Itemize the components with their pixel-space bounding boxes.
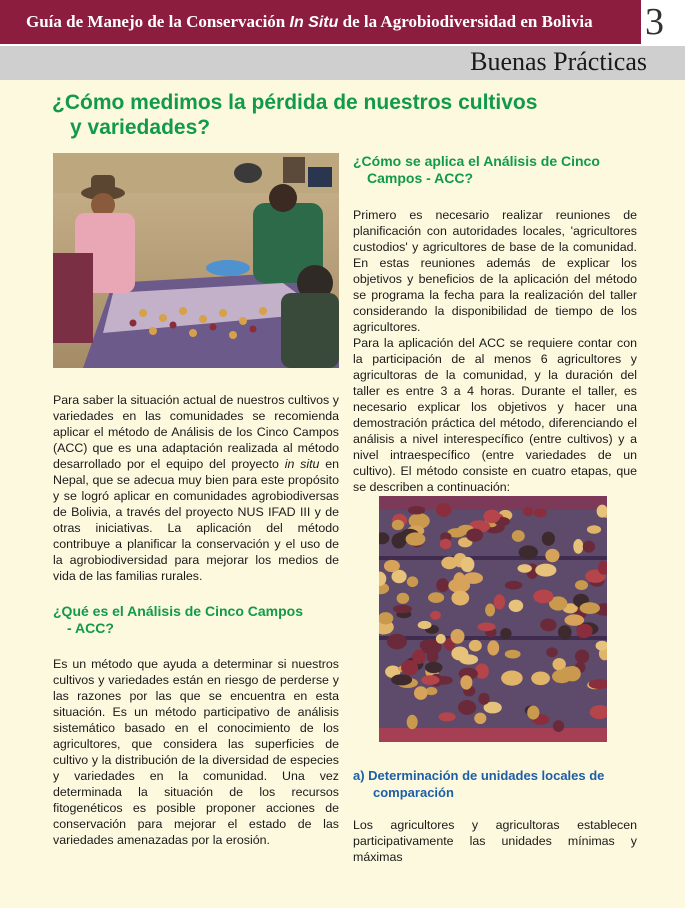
workshop-text: Para la aplicación del ACC se requiere contar con la participación de al menos 6 agricultores y agricultoras de la comunidad, y la duración del taller es entre 3 a 4 horas. Durante el taller, es necesario explicar los objetivos y hacer una demostración práctica del método, diferenciando el análisis a nivel interespecífico (entre cultivos) y a nivel intraespecífico (entre variedades de un cultivo). El método consiste en cuatro etapas, que se describen a continuación: [353, 336, 637, 494]
step-a-heading [353, 767, 653, 801]
units-text: Los agricultores y agricultoras establecen participativamente las unidades mínimas y máximas [353, 818, 637, 864]
page-title [52, 90, 652, 140]
what-is-acc-heading [53, 603, 343, 637]
planning-paragraph [353, 207, 637, 335]
page-number-box [641, 0, 685, 44]
guide-title-post: de la Agrobiodiversidad en Bolivia [338, 12, 593, 31]
step-a-line2: comparación [373, 785, 454, 800]
intro-text-italic: in situ [284, 457, 320, 471]
how-acc-applied-heading [353, 153, 653, 187]
what-is-acc-line2: - ACC? [67, 620, 114, 636]
intro-text-pre: Para saber la situación actual de nuestros cultivos y variedades en las comunidades se recomienda aplicar el método de Análisis de los Cinco Campos (ACC) que es una adaptación realizada al método desarrollado por el equipo del proyecto [53, 393, 339, 471]
page-title-line1: ¿Cómo medimos la pérdida de nuestros cultivos [52, 91, 538, 114]
guide-title-italic: In Situ [289, 14, 339, 31]
units-paragraph [353, 817, 637, 865]
section-label: Buenas Prácticas [470, 47, 647, 76]
how-acc-line2: Campos - ACC? [367, 170, 474, 186]
workshop-paragraph [353, 335, 637, 495]
definition-paragraph [53, 656, 339, 848]
potato-varieties-photo [379, 496, 607, 742]
section-band [0, 44, 685, 80]
definition-text: Es un método que ayuda a determinar si nuestros cultivos y variedades están en riesgo de perderse y las razones por las que se encuentra en esta situación. Es un método participativo de análisis sistemático basado en el conocimiento de los agricultores, que considera las superficies de cultivo y la distribución de la diversidad de especies y variedades en la comunidad. Una vez determinada la situación de los recursos fitogenéticos es posible proponer acciones de conservación para mejorar el estado de las variedades amenazadas por la erosión. [53, 657, 339, 847]
page-number: 3 [645, 1, 664, 43]
page-title-line2: y variedades? [70, 116, 211, 139]
intro-text-post: en Nepal, que se adecua muy bien para este propósito y se logró aplicar en comunidades agrobiodiversas de Bolivia, a través del proyecto NUS IFAD III y de otras iniciativas. La aplicación del método contribuye a planificar la conservación y el uso de la agrobiodiversidad para mejorar los medios de vida de las familias rurales. [53, 457, 340, 583]
what-is-acc-line1: ¿Qué es el Análisis de Cinco Campos [53, 603, 303, 619]
farmers-market-photo [53, 153, 339, 368]
step-a-line1: a) Determinación de unidades locales de [353, 768, 605, 783]
how-acc-line1: ¿Cómo se aplica el Análisis de Cinco [353, 153, 600, 169]
guide-title [26, 12, 593, 32]
header-band [0, 0, 685, 44]
planning-text: Primero es necesario realizar reuniones de planificación con autoridades locales, 'agricultores custodios' y agricultores de base de la comunidad. En estas reuniones además de explicar los objetivos y beneficios de la aplicación del método se programa la fecha para la realización del taller considerando la disponibilidad de tiempo de los agricultores. [353, 208, 637, 334]
guide-title-pre: Guía de Manejo de la Conservación [26, 12, 290, 31]
intro-paragraph [53, 392, 339, 584]
